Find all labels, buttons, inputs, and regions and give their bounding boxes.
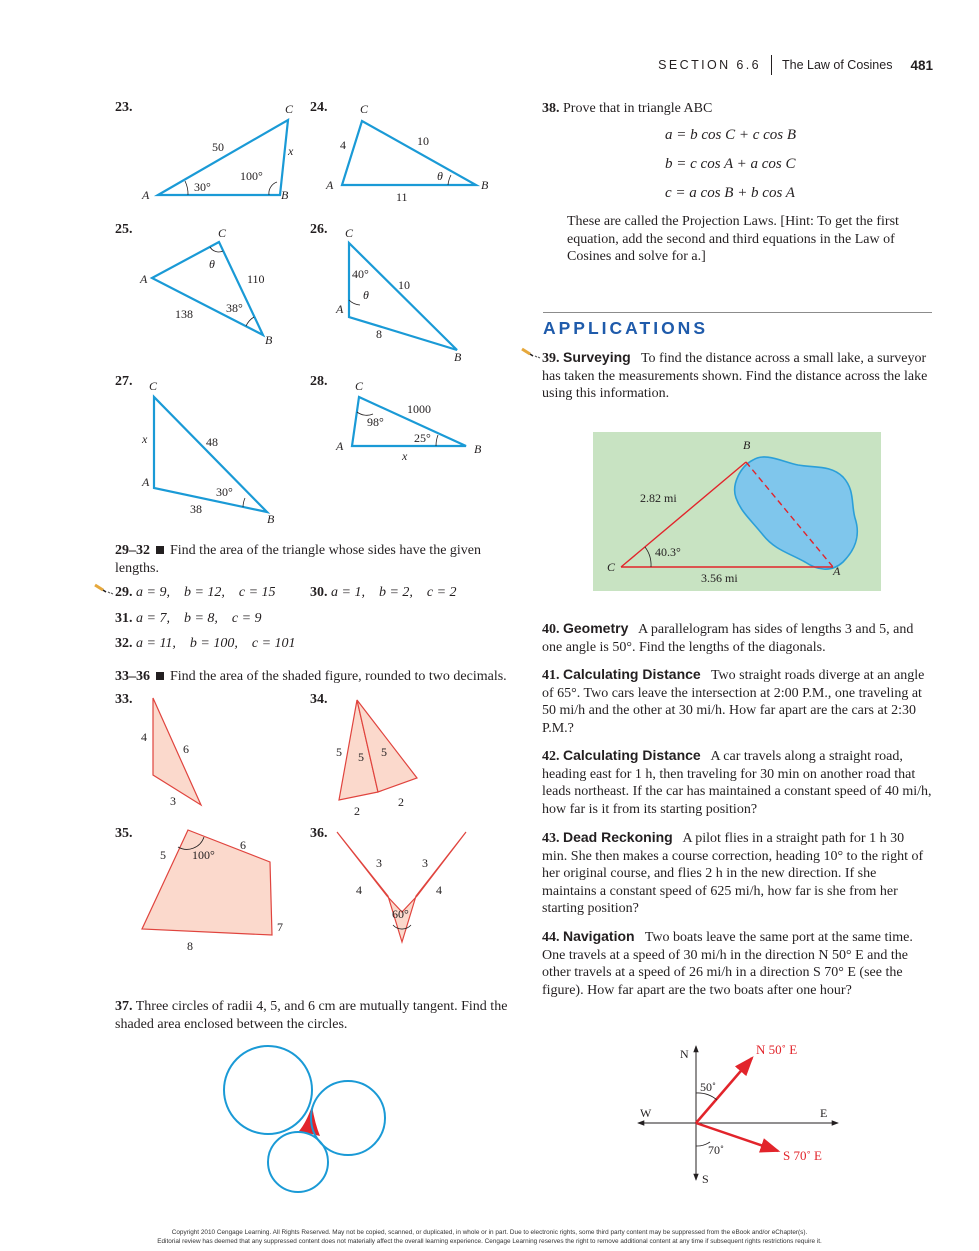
p39-side-282: 2.82 mi xyxy=(640,491,677,505)
problem-31-text: a = 7, b = 8, c = 9 xyxy=(136,611,262,626)
p35-side-6: 6 xyxy=(240,838,246,852)
problem-40-number: 40. xyxy=(542,622,560,637)
p25-angle-theta: θ xyxy=(209,257,215,271)
p33-side-6: 6 xyxy=(183,742,189,756)
triangle-24 xyxy=(342,121,476,185)
problem-33-number: 33. xyxy=(115,692,133,707)
p26-side-8: 8 xyxy=(376,327,382,341)
problem-38-number: 38. xyxy=(542,101,560,116)
p23-vertex-a: A xyxy=(142,188,150,202)
p23-side-x: x xyxy=(288,144,294,158)
problem-31-number: 31. xyxy=(115,611,133,626)
p34-side-5c: 5 xyxy=(381,745,387,759)
problem-29-number: 29. xyxy=(115,585,133,600)
p27-side-38: 38 xyxy=(190,502,202,516)
p23-vertex-b: B xyxy=(281,188,289,202)
header-divider xyxy=(771,55,772,75)
p34-side-2b: 2 xyxy=(398,795,404,809)
copyright-line-1: Copyright 2010 Cengage Learning. All Rights Reserved. May not be copied, scanned, or duplicated, in whole or in part. Due to electronic rights, some third party content may be suppressed from the eBook and/or eChapter(s). xyxy=(171,1229,808,1236)
problem-40-title: Geometry xyxy=(563,620,629,636)
p33-side-4: 4 xyxy=(141,730,147,744)
compass-e: E xyxy=(820,1106,828,1120)
p28-side-1000: 1000 xyxy=(407,402,431,416)
angle-arc-23-b xyxy=(269,182,277,195)
problem-43-text: A pilot flies in a straight path for 1 h 30 min. She then makes a course correction, heading 10° to the right of her original course, and flies 2 h in the new direction. If she maintains a constant speed of 625 mi/h, how far is she from her starting position? xyxy=(542,831,924,916)
problem-30-text: a = 1, b = 2, c = 2 xyxy=(331,585,457,600)
problem-26-number: 26. xyxy=(310,222,328,237)
p26-angle-40: 40° xyxy=(352,267,369,281)
problem-44-figure xyxy=(630,1038,850,1188)
p36-side-3a: 3 xyxy=(376,856,382,870)
problem-32-number: 32. xyxy=(115,636,133,651)
angle-arc-27 xyxy=(243,498,245,507)
p36-side-3b: 3 xyxy=(422,856,428,870)
p33-side-3: 3 xyxy=(170,794,176,808)
problem-29-text: a = 9, b = 12, c = 15 xyxy=(136,585,276,600)
problem-41-number: 41. xyxy=(542,668,560,683)
p24-side-10: 10 xyxy=(417,134,429,148)
p24-vertex-b: B xyxy=(481,178,489,192)
direction-n50e: N 50˚ E xyxy=(756,1042,798,1057)
angle-arc-26-a xyxy=(349,300,360,305)
problem-31 xyxy=(115,610,262,628)
problem-32-text: a = 11, b = 100, c = 101 xyxy=(136,636,296,651)
p24-side-4: 4 xyxy=(340,138,346,152)
p25-vertex-a: A xyxy=(140,272,148,286)
angle-arc-50 xyxy=(696,1093,717,1100)
p26-side-10: 10 xyxy=(398,278,410,292)
problem-30 xyxy=(310,584,457,602)
problem-39-text: To find the distance across a small lake, a surveyor has taken the measurements shown. Find the distance across the lake using this information. xyxy=(542,351,928,401)
direction-s70e: S 70˚ E xyxy=(783,1148,822,1163)
circle-small xyxy=(268,1132,328,1192)
p39-vertex-a: A xyxy=(833,564,841,578)
compass-n: N xyxy=(680,1047,689,1061)
problem-41-title: Calculating Distance xyxy=(563,666,701,682)
problem-44-text: Two boats leave the same port at the same time. One travels at a speed of 30 mi/h in the direction N 50° E and the other travels at a speed of 26 mi/h in a direction S 70° E (see the figure). How far apart are the two boats after one hour? xyxy=(542,930,913,998)
problem-37-number: 37. xyxy=(115,999,133,1014)
bullet-square-icon xyxy=(156,546,164,554)
problem-44-title: Navigation xyxy=(563,928,635,944)
problem-25-figure xyxy=(130,222,310,347)
problem-39-title: Surveying xyxy=(563,349,631,365)
p39-side-356: 3.56 mi xyxy=(701,571,738,585)
p26-vertex-a: A xyxy=(336,302,344,316)
page-number: 481 xyxy=(910,57,933,73)
angle-arc-25-b xyxy=(246,317,254,326)
shaded-triangle-33 xyxy=(153,698,201,805)
problem-24-number: 24. xyxy=(310,100,328,115)
problem-34-number: 34. xyxy=(310,692,328,707)
p27-side-48: 48 xyxy=(206,435,218,449)
p27-vertex-b: B xyxy=(267,512,275,526)
problem-25-number: 25. xyxy=(115,222,133,237)
problem-28-figure xyxy=(320,372,500,472)
problems-33-36-intro xyxy=(115,668,510,686)
p39-angle-403: 40.3° xyxy=(655,545,681,559)
problem-36-figure xyxy=(320,822,500,952)
circle-large xyxy=(224,1046,312,1134)
p23-angle-30: 30° xyxy=(194,180,211,194)
p34-side-5a: 5 xyxy=(336,745,342,759)
p35-angle-100: 100° xyxy=(192,848,215,862)
p23-vertex-c: C xyxy=(285,102,294,116)
p27-vertex-a: A xyxy=(142,475,150,489)
angle-arc-23-a xyxy=(185,181,188,195)
problem-43 xyxy=(542,829,927,918)
p27-angle-30: 30° xyxy=(216,485,233,499)
p26-vertex-b: B xyxy=(454,350,462,364)
problem-41 xyxy=(542,666,934,737)
problems-29-32-intro xyxy=(115,542,500,577)
problems-29-32-range: 29–32 xyxy=(115,543,150,558)
p34-side-2a: 2 xyxy=(354,804,360,818)
bullet-square-icon xyxy=(156,672,164,680)
p28-angle-25: 25° xyxy=(414,431,431,445)
p26-vertex-c: C xyxy=(345,226,354,240)
section-divider xyxy=(543,312,932,313)
p28-vertex-a: A xyxy=(336,439,344,453)
applications-heading: APPLICATIONS xyxy=(543,318,708,338)
pencil-icon-39 xyxy=(520,346,542,358)
problem-44-number: 44. xyxy=(542,930,560,945)
section-label: SECTION 6.6 xyxy=(658,58,761,72)
p25-vertex-b: B xyxy=(265,333,273,347)
p36-side-4b: 4 xyxy=(436,883,442,897)
problem-37-figure xyxy=(220,1038,400,1198)
problem-38 xyxy=(542,100,712,118)
section-title: The Law of Cosines xyxy=(781,58,893,72)
problem-23-number: 23. xyxy=(115,100,133,115)
triangle-23 xyxy=(158,120,288,195)
problem-30-number: 30. xyxy=(310,585,328,600)
problem-27-number: 27. xyxy=(115,374,133,389)
problem-37 xyxy=(115,998,510,1033)
p24-vertex-a: A xyxy=(326,178,334,192)
p39-vertex-c: C xyxy=(607,560,616,574)
p27-vertex-c: C xyxy=(149,379,158,393)
p35-side-5: 5 xyxy=(160,848,166,862)
copyright-line-2: Editorial review has deemed that any suppressed content does not materially affect the overall learning experience. Cengage Learning reserves the right to remove additional content at any time if subsequent rights restrictions require it. xyxy=(157,1238,822,1245)
p36-angle-60: 60° xyxy=(392,907,409,921)
p28-vertex-c: C xyxy=(355,379,364,393)
p39-vertex-b: B xyxy=(743,438,751,452)
problem-35-number: 35. xyxy=(115,826,133,841)
p34-side-5b: 5 xyxy=(358,750,364,764)
p28-vertex-b: B xyxy=(474,442,482,456)
p25-side-110: 110 xyxy=(247,272,265,286)
equation-b: b = c cos A + a cos C xyxy=(665,156,796,172)
p25-vertex-c: C xyxy=(218,226,227,240)
triangle-27 xyxy=(154,397,267,512)
p24-vertex-c: C xyxy=(360,102,369,116)
shaded-quadrilateral-35 xyxy=(142,830,272,935)
compass-w: W xyxy=(640,1106,652,1120)
problem-28-number: 28. xyxy=(310,374,328,389)
problems-29-32-instructions: Find the area of the triangle whose sides have the given lengths. xyxy=(115,543,482,576)
p23-angle-100: 100° xyxy=(240,169,263,183)
angle-50: 50˚ xyxy=(700,1080,716,1094)
equation-c: c = a cos B + b cos A xyxy=(665,185,795,201)
problem-39-figure xyxy=(593,432,881,591)
problem-42-number: 42. xyxy=(542,749,560,764)
problem-42-text: A car travels along a straight road, heading east for 1 h, then traveling for 30 min on another road that leads northeast. If the car has maintained a constant speed of 40 mi/h, how far is it from its starting position? xyxy=(542,749,932,817)
equation-a: a = b cos C + c cos B xyxy=(665,127,797,143)
problem-40 xyxy=(542,620,930,656)
problem-42-title: Calculating Distance xyxy=(563,747,701,763)
problem-42 xyxy=(542,747,934,818)
problems-33-36-instructions: Find the area of the shaded figure, rounded to two decimals. xyxy=(170,669,507,684)
problem-44 xyxy=(542,928,927,999)
problem-41-text: Two straight roads diverge at an angle of 65°. Two cars leave the intersection at 2:00 P.M., one traveling at 50 mi/h and the other at 30 mi/h. How far apart are the cars at 2:30 P.M.? xyxy=(542,668,925,736)
p28-angle-98: 98° xyxy=(367,415,384,429)
problem-39-number: 39. xyxy=(542,351,560,366)
problems-33-36-range: 33–36 xyxy=(115,669,150,684)
angle-arc-28-b xyxy=(436,435,438,446)
p35-side-7: 7 xyxy=(277,920,283,934)
problem-27-figure xyxy=(130,372,310,532)
problem-23-figure xyxy=(130,98,310,208)
p28-side-x: x xyxy=(402,449,408,463)
problem-39 xyxy=(542,349,930,403)
problem-35-figure xyxy=(130,822,310,962)
problem-29 xyxy=(115,584,276,602)
problem-43-title: Dead Reckoning xyxy=(563,829,673,845)
running-header xyxy=(658,54,933,76)
problem-38-text: Prove that in triangle ABC xyxy=(563,101,713,116)
problem-37-text: Three circles of radii 4, 5, and 6 cm are mutually tangent. Find the shaded area enclosed between the circles. xyxy=(115,999,508,1032)
compass-s: S xyxy=(702,1172,709,1186)
p23-side-50: 50 xyxy=(212,140,224,154)
problem-36-number: 36. xyxy=(310,826,328,841)
angle-70: 70˚ xyxy=(708,1143,724,1157)
p26-angle-theta: θ xyxy=(363,288,369,302)
problem-32 xyxy=(115,635,296,653)
angle-arc-24 xyxy=(448,175,451,185)
problem-33-figure xyxy=(130,690,310,810)
problem-24-figure xyxy=(320,98,500,208)
problem-26-figure xyxy=(320,222,500,367)
projection-laws-note: These are called the Projection Laws. [Hint: To get the first equation, add the second and third equations in the Law of Cosines and solve for a.] xyxy=(567,214,899,264)
p25-angle-38: 38° xyxy=(226,301,243,315)
p24-angle-theta: θ xyxy=(437,169,443,183)
p27-side-x: x xyxy=(142,432,148,446)
p35-side-8: 8 xyxy=(187,939,193,953)
p25-side-138: 138 xyxy=(175,307,193,321)
p24-side-11: 11 xyxy=(396,190,408,204)
triangle-25 xyxy=(152,242,263,335)
problem-43-number: 43. xyxy=(542,831,560,846)
problem-40-text: A parallelogram has sides of lengths 3 and 5, and one angle is 50°. Find the lengths of the diagonals. xyxy=(542,622,914,655)
pencil-icon-29 xyxy=(93,582,115,594)
p36-side-4a: 4 xyxy=(356,883,362,897)
problem-34-figure xyxy=(320,690,500,820)
